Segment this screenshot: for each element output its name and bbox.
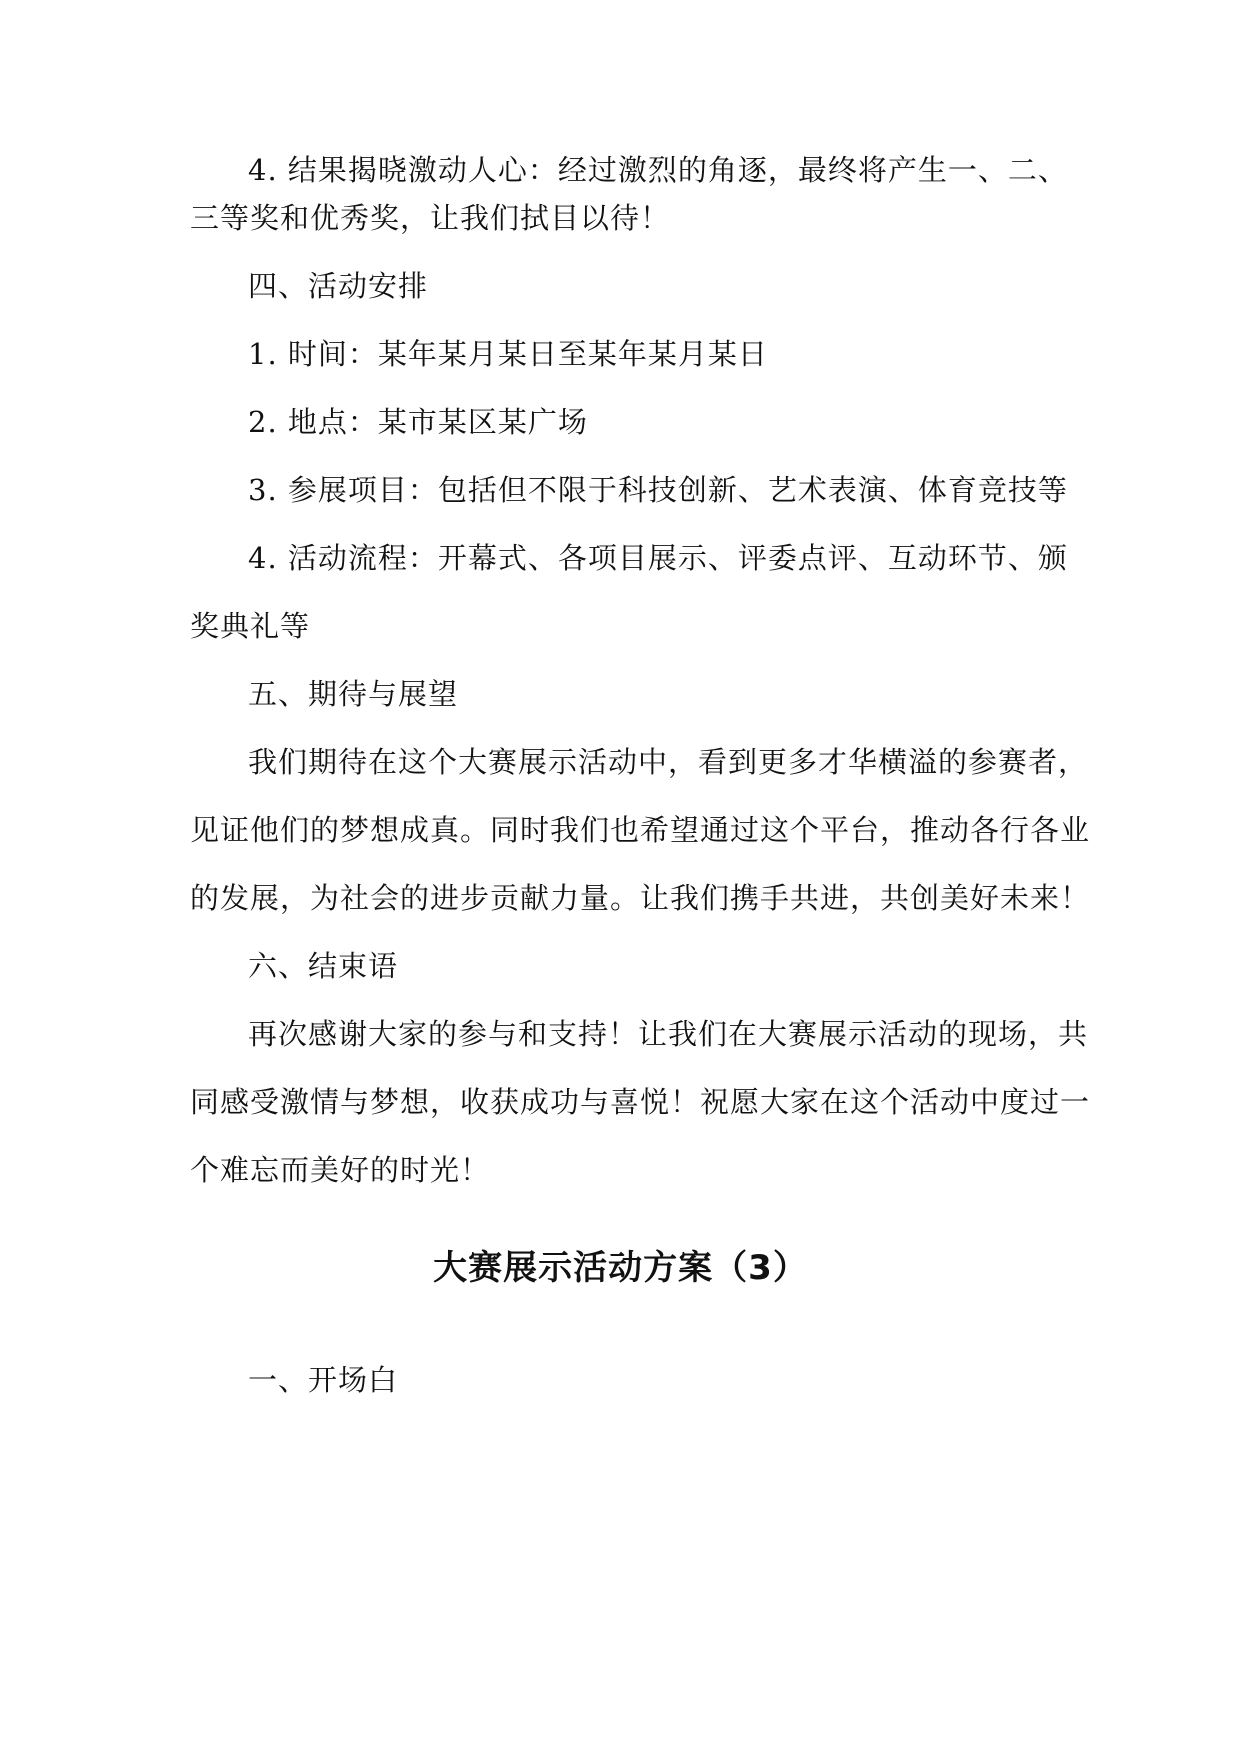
paragraph-line: 同感受激情与梦想，收获成功与喜悦！祝愿大家在这个活动中度过一 <box>190 1085 1091 1119</box>
list-item: 4. 活动流程：开幕式、各项目展示、评委点评、互动环节、颁 <box>248 541 1068 575</box>
paragraph-line: 见证他们的梦想成真。同时我们也希望通过这个平台，推动各行各业 <box>190 813 1091 847</box>
section-heading: 六、结束语 <box>248 949 399 983</box>
paragraph-line: 个难忘而美好的时光！ <box>190 1153 491 1187</box>
section-title: 大赛展示活动方案（3） <box>433 1248 808 1288</box>
paragraph-line: 再次感谢大家的参与和支持！让我们在大赛展示活动的现场，共 <box>248 1017 1089 1051</box>
paragraph-line: 三等奖和优秀奖，让我们拭目以待！ <box>190 201 671 235</box>
list-item: 1. 时间：某年某月某日至某年某月某日 <box>248 337 768 371</box>
paragraph-line: 4. 结果揭晓激动人心：经过激烈的角逐，最终将产生一、二、 <box>248 153 1068 187</box>
list-item: 2. 地点：某市某区某广场 <box>248 405 588 439</box>
section-heading: 四、活动安排 <box>248 269 429 303</box>
paragraph-line: 奖典礼等 <box>190 609 311 643</box>
section-heading: 一、开场白 <box>248 1363 399 1397</box>
paragraph-line: 的发展，为社会的进步贡献力量。让我们携手共进，共创美好未来！ <box>190 881 1091 915</box>
paragraph-line: 我们期待在这个大赛展示活动中，看到更多才华横溢的参赛者， <box>248 745 1089 779</box>
section-heading: 五、期待与展望 <box>248 677 459 711</box>
list-item: 3. 参展项目：包括但不限于科技创新、艺术表演、体育竞技等 <box>248 473 1068 507</box>
